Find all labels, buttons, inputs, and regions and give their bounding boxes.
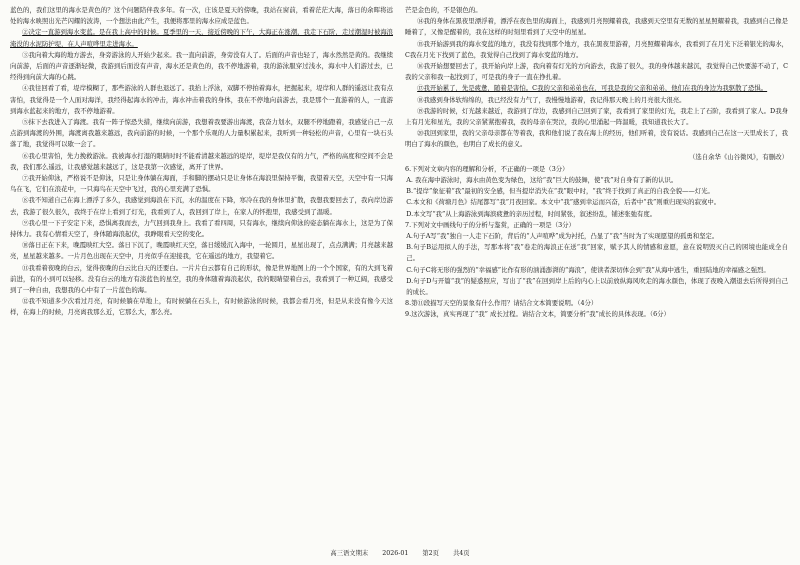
question-number: 6. <box>405 164 412 173</box>
question <box>405 309 788 320</box>
question-option: C.句子C将无形的强烈的“幸福感”比作有形的汹涌澎湃的“海浪”，使读者深切体会到“我”从海中逃生，重回陆地的幸福感之强烈。 <box>406 265 770 274</box>
question-number: 8. <box>405 299 412 308</box>
question-option: B.“提岸”象征着“我”最初的安全感，但当提岸消失在“我”眼中时，“我”终于找到了真正的自我全貌——灯光。 <box>406 187 714 196</box>
question <box>405 220 788 298</box>
question-stem <box>405 309 788 320</box>
question-option: A. 我在海中游泳时，海水由黄色变为绿色，这给“我”巨大的鼓舞，使“我”对自身有了新的认识。 <box>406 176 678 185</box>
right-column <box>405 5 788 321</box>
passage-paragraph: ③我向着大海的地方游去，身旁游泳的人开始少起来。我一直向前游，身旁没有人了。后面的声音也轻了，海水然然是黄的。我继续向前游，后面的声音逐渐轻微，我游到后面没有声音，海水还是黄色的，我不停地游着，我的游泳服穿过浅水，海水中人们游过去，已经得到向前大海的心跳。 <box>10 50 393 82</box>
question-option: D.本文写“我”从上海游泳到海滨疲惫的亲历过程，时间紧张，叙述纷乱，铺述张弛有度。 <box>406 209 657 218</box>
question-text: 第⑪段描写天空的景象有什么作用？请结合文本简要说明。（4分） <box>411 299 598 308</box>
passage-paragraph: ⑰我开始累了，先是疲惫，随着是害怕。C我的父亲和弟弟也在，可我是我的父亲和弟弟，他们在我的身边为我驱散了恐惧。 <box>417 84 768 93</box>
passage-paragraph: ⑫我不知道多少次看过月亮，有时候躺在草地上，有时候躺在石头上，有时候游泳的时候，我都会看月亮，但是从来没有像今天这样，在海上的时候，月亮离我那么近，它那么大，那么亮。 <box>10 297 393 317</box>
question-text: 下列对文章内容的理解和分析，不正确的一项是（3分） <box>411 164 569 173</box>
question-number: 7. <box>405 220 412 229</box>
passage-paragraph: ⑪我看着夜晚的白云，觉得夜晚的白云比白天的还要白。一片片白云都有自己的形状，像是世界地图上的一个个国家，有的大到飞着前进，有的小到可以轻移。没有白云的地方有淡蓝色的星空，我的身体随着海浪起伏，我的眼睛望着白云，我看到了一种辽阔，我感受到了一种自由，我想我的心中有了一片蓝色的海。 <box>10 263 393 295</box>
passage-paragraph: ⑤抹下去我进入了海渡。我有一阵子惊恐失措，继续向前游，我想着我要游出海渡，我奋力划水，双腿不停地蹬着，我感觉自己一点点游到海渡的外围，海渡离我越来越远，我向前游的时候，一个那个乐观的人力量积累起来，我听到一种轻松的声音，心里有一块石头落了地，我觉得可以歇一会了。 <box>10 118 393 149</box>
question-stem <box>405 220 788 231</box>
passage-paragraph: ⑳我回到家里，我的父亲母亲都在等着我，我和他们说了我在海上的经历，他们听着，没有说话。我感到自己在这一天里成长了，我明白了海水的颜色，也明白了成长的意义。 <box>405 129 788 149</box>
page-footer <box>0 548 800 557</box>
footer-page: 第2页 <box>422 550 439 557</box>
passage-paragraph: ⑭我的身体在黑夜里漂浮着，漂浮在夜色里的海面上，我感到月亮照耀着我，我感到天空里有无数的星星照耀着我，我感到自己像是睡着了，又像是醒着的，我在这样的时刻里看到了天空中的星星。 <box>405 17 788 37</box>
question-option: A.句子A写“我”独自一人走下石阶，背后的“人声喧哗”成为衬托，凸显了“我”当时为了实现愿望的孤勇和坚定。 <box>406 232 719 241</box>
question-text: 这次游泳，真实再现了“我” 成长过程。请结合文本，简要分析“我”成长的具体表现。（6分） <box>411 310 670 319</box>
left-column <box>10 5 393 319</box>
passage-paragraph: ④我往回看了看，堤岸模糊了，那些游泳的人群也退远了。我抬上浮泳，双脚不停拍着海水，把握起来，堤岸和人群的遥远让我有点害怕，我觉得是一个人面对海洋，我经得起海水的冲击，海水冲击着我的身体，我在不停地向前游去，我是那个一直游着的人，一直游到海水蓝起来的地方，我不停地游着。 <box>10 84 393 115</box>
passage-paragraph: ⑯我开始想要回去了，我开始向岸上游，我向着有灯光的方向游去，我游了很久，我的身体越来越沉，我觉得自己快要游不动了，C我的父亲和我一起找到了，可是我的身子一直在挣扎着。 <box>405 62 788 82</box>
passage-paragraph: 芒是金色的，不是银色的。 <box>405 6 482 14</box>
passage-paragraph: ⑩落日正在下来，晚霞映红大空。落日下沉了，晚霞映红天空，落日缓缓沉入海中，一轮圆月，星星出现了，点点满满；月亮越来越亮，星星越来越多。一片月色出现在天空中，月亮似乎在迎接我，它在遥远的地方，我望着它。 <box>10 241 393 261</box>
passage-paragraph: ⑥我心里害怕，先力挽救游泳。我被海水打湿的眼睛时时不能看清越来越远的堤岸，堤岸是我仅有的力气，严格的高度和空间不会是我，我们那么遥远，让我感觉越来越远了，这是我第一次感觉，离开了世界。 <box>10 151 393 171</box>
question <box>405 298 788 309</box>
question-option: B.句子B运用拟人的手法，写那本将“我”卷走的海浪正在送“我”回家，赋予其人的情感和意愿，意在说明毁灭自己的困境也能成全自己。 <box>406 243 788 263</box>
passage-paragraph: 蓝色的，我们这里的海水是黄色的？这个问题陪伴我多年。有一次，庄该是夏天的傍晚，我站在窗前，看着茫茫大海，落日的余晖将远处的海水映照出光芒闪耀的波涛，一个想法由此产生，我便将那里的海水应成是蓝色。 <box>10 6 393 26</box>
question-option: C.本文和《荷塘月色》结尾都写“我”月夜回家。本文中“我”感到幸运而兴奋，后者中“我”则重归现实的寂寞中。 <box>406 198 721 207</box>
question-list <box>405 164 788 321</box>
passage-paragraph: ⑦我开始仰泳，严格说不是仰泳，只是让身体躺在海面，手和脚的摆动只是让身体在海浪里保持平衡，我望着天空，天空中有一只海鸟在飞，它们在浪花中，一只海鸟在天空中飞过，我的心里充满了恐惧。 <box>10 174 393 194</box>
question-stem <box>405 298 788 309</box>
source-citation: （选自余华《山谷微风》，有删改） <box>688 152 788 161</box>
question-option: D.句子D与开篇“我”的疑惑照应，写出了“我”在回到岸上后的内心上以前放纵海风吹走的海水颜色，体现了夜晚入潮退去后所得到自己的成长。 <box>406 276 788 297</box>
passage-paragraph: ⑱我感到身体软绵绵的，我已经没有力气了，我慢慢地游着，我记得那天晚上的月亮很大很亮。 <box>417 95 686 104</box>
passage-paragraph: ⑲我游的时候，灯光越来越近，我游到了岸边，我感到自己回到了家，我看到了家里的灯光，我走上了石阶，我看到了家人。D我身上有月光和星光，我的父亲紧紧抱着我，我的母亲在哭泣，我的心里涌起一阵温暖，我知道我长大了。 <box>405 106 788 127</box>
footer-total: 共4页 <box>453 550 470 557</box>
passage-paragraph: ⑧我不知道自己在海上漂浮了多久，我感觉到海浪在下沉，水的温度在下降，寒冷在我的身体里扩散，我想我要回去了，我向岸边游去，我游了很久很久，我终于在岸上看到了灯光，我看到了人，我回到了岸上，在家人的怀抱里，我感受到了温暖。 <box>10 196 393 216</box>
passage-paragraph: ②决定一直游到海水变蓝。是在我上高中的时候。夏季里的一天，接近傍晚的下午，大海正在涨潮，我走下石阶，走过潮湿时被海浪淹没的水泥防护堤，在人声喧哗里走进海水。 <box>10 28 393 48</box>
passage-continuation <box>405 5 788 151</box>
question <box>405 164 788 220</box>
footer-subject: 高三语文期末 <box>330 550 369 557</box>
question-text: 下列对文中画线句子的分析与鉴赏，正确的一项是（3分） <box>411 220 575 229</box>
question-stem <box>405 164 788 175</box>
question-number: 9. <box>405 310 412 319</box>
passage-paragraph: ⑨我心里一下子安定下来，恐惧离我而去，力气回到我身上。我看了看四周，只有海水，继续向仰泳的姿态躺在海水上，这是为了保持体力。我有心情看天空了，身体随海浪起伏，我睁眼看天空的变化。 <box>10 218 393 239</box>
column-divider <box>398 6 399 541</box>
passage-paragraph: ⑮我开始游到我的海水变蓝的地方，我没有找到那个地方，我在黑夜里游着，月亮照耀着海水，我看到了在月光下泛着银光的海水，C我在月光下找到了蓝色，我觉得自己找到了海水变蓝的地方。 <box>405 39 788 59</box>
footer-date: 2026-01 <box>382 550 409 557</box>
